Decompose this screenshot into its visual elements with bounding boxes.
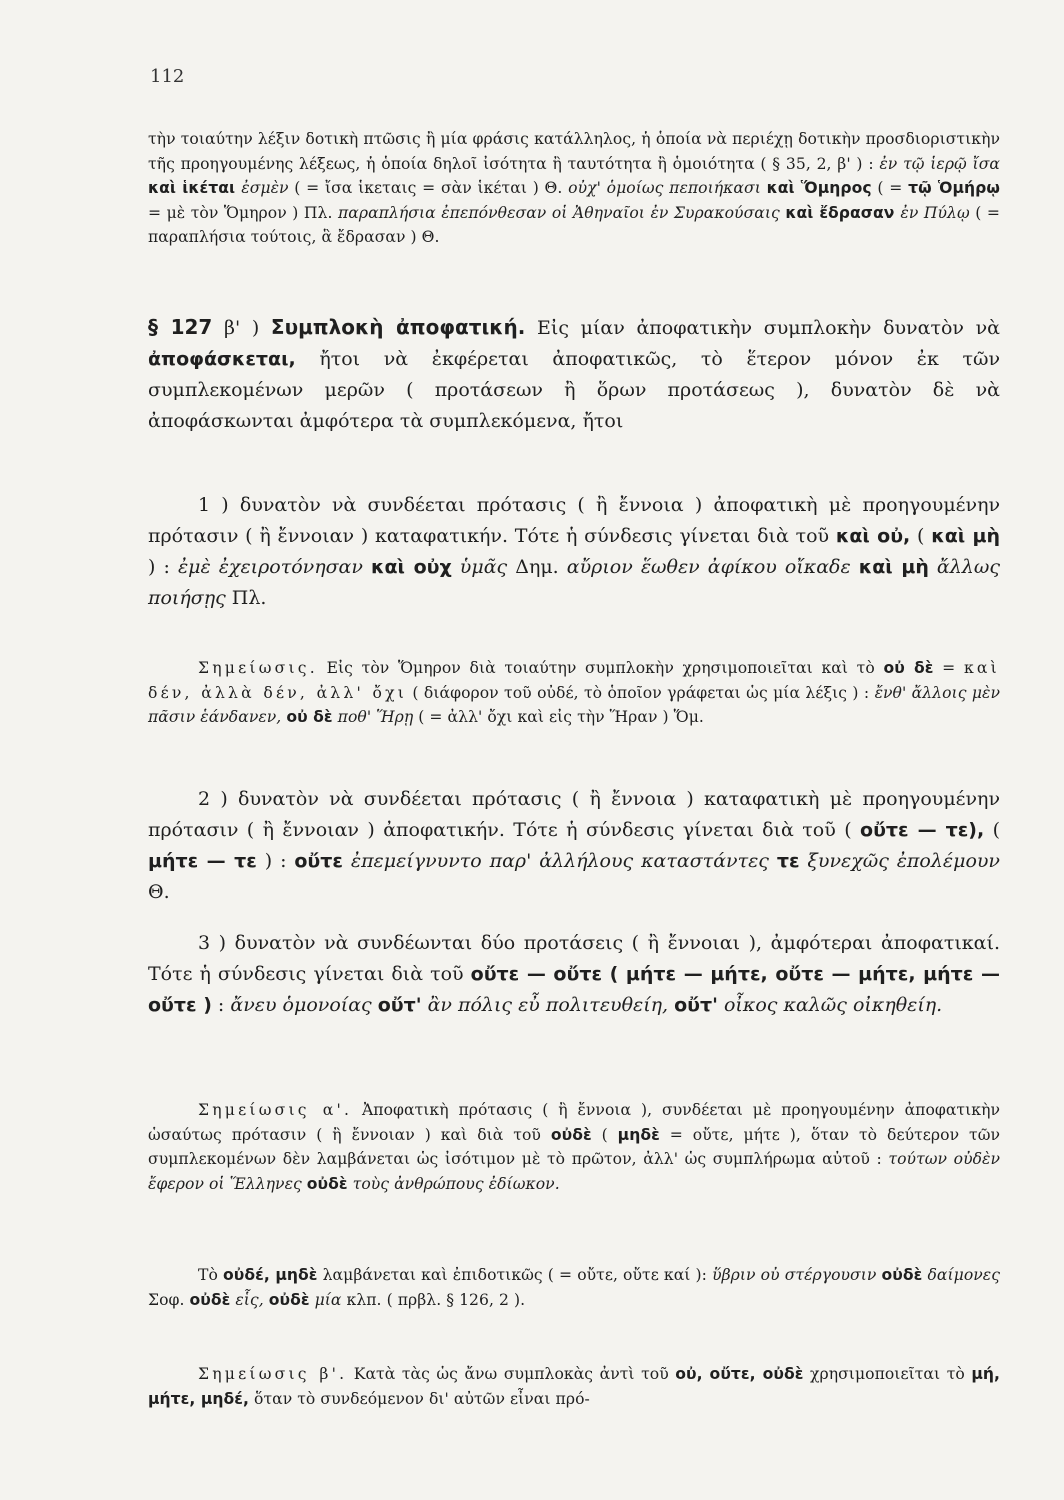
text-run: κλπ. ( πρβλ. § 126, 2 ). (341, 1290, 526, 1309)
text-run: Κατὰ τὰς ὡς ἄνω συμπλοκὰς ἀντὶ τοῦ (347, 1365, 676, 1383)
item-3-paragraph (148, 928, 1000, 1021)
example-run: τούτων οὐδὲν ἔφερον οἱ Ἕλληνες (148, 1150, 1000, 1193)
text-run: Εἰς μίαν ἀποφατικὴν συμπλοκὴν δυνατὸν νὰ (525, 317, 1000, 339)
text-run: Ἀποφατικὴ πρότασις ( ἢ ἔννοια ), συνδέεται μὲ προηγουμένην ἀποφατικὴν ὡσαύτως πρότασιν ( ἢ ἔννοιαν ) καὶ διὰ τοῦ (148, 1101, 1000, 1144)
text-run: ) : (148, 556, 178, 578)
bold-term: καὶ οὐ, (835, 525, 911, 547)
example-run: ἔνθ' ἄλλοις μὲν πᾶσιν ἑάνδανεν, (148, 683, 1000, 726)
note-label: Σημείωσις β'. (198, 1365, 348, 1383)
item-1-paragraph (148, 490, 1000, 614)
bold-term: οὐ δὲ (286, 708, 333, 726)
bold-term: καὶ ἔδρασαν (785, 203, 901, 222)
section-sub: β' ) (212, 317, 271, 339)
item-2-paragraph (148, 784, 1000, 908)
page-number: 112 (150, 66, 185, 87)
text-run: 2 ) δυνατὸν νὰ συνδέεται πρότασις ( ἢ ἔννοια ) καταφατικὴ μὲ προηγουμένην πρότασιν ( ἢ ἔννοιαν ) ἀποφατικήν. Τότε ἡ σύνδεσις γίνεται διὰ τοῦ ( (148, 788, 1000, 841)
bold-term: οὐδὲ (268, 1290, 310, 1309)
bold-term: καὶ μὴ (858, 556, 929, 578)
text-run: ( = ἀλλ' ὄχι καὶ εἰς τὴν Ἥραν ) Ὅμ. (413, 708, 704, 726)
bold-term: οὔτ' (377, 994, 422, 1016)
example-run: ἂν πόλις εὖ πολιτευθείη, (421, 994, 675, 1016)
text-run: ( = (871, 179, 909, 197)
text-run: 3 ) δυνατὸν νὰ συνδέωνται δύο προτάσεις ( ἢ ἔννοιαι ), ἀμφότεραι ἀποφατικαί. Τότε ἡ σύνδεσις γίνεται διὰ τοῦ (148, 932, 1000, 985)
text-run: ( διάφορον τοῦ οὐδέ, τὸ ὁποῖον γράφεται ὡς μία λέξις ) : (407, 683, 875, 702)
example-run: ἄλλως ποιήσῃς (148, 556, 1000, 609)
bold-term: οὐ δὲ (883, 659, 934, 677)
bold-term: καὶ μὴ (931, 525, 1001, 547)
bold-term: καὶ Ὅμηρος (766, 179, 872, 197)
note-a-paragraph (148, 1098, 1000, 1196)
example-run: δαίμονες (922, 1266, 1000, 1284)
example-run: ἐπεμείγνυντο παρ' ἀλλήλους καταστάντες (342, 850, 777, 872)
text-run: Πλ. (225, 587, 267, 609)
text-run: ) : (256, 850, 295, 872)
text-run: = (933, 659, 964, 677)
text-run: ( (984, 819, 1001, 841)
text-run: τὴν τοιαύτην λέξιν δοτικὴ πτῶσις ἢ μία φράσις κατάλληλος, ἡ ὁποία νὰ περιέχῃ δοτικὴν προσδιοριστικὴν τῆς προηγουμένης λέξεως, ἡ ὁποία δηλοῖ ἰσότητα ἢ ταυτότητα ἢ ὁμοιότητα ( § 35, 2, β' ) : (148, 130, 1000, 173)
text-run: = οὔτε, μήτε ), ὅταν τὸ δεύτερον τῶν συμπλεκομένων δὲν λαμβάνεται ὡς ἰσότιμον μὲ τὸ πρῶτον, ἀλλ' ὡς συμπλήρωμα αὐτοῦ : (148, 1125, 1000, 1168)
bold-term: οὐδὲ (306, 1174, 348, 1193)
bold-term: οὐδὲ (881, 1266, 923, 1284)
bold-term: ἀποφάσκεται, (148, 348, 296, 370)
bold-term: μή, μήτε, μηδέ, (148, 1365, 1000, 1408)
bold-term: οὔτε — τε), (860, 819, 985, 841)
example-run: ποθ' Ἥρῃ (332, 708, 414, 726)
example-run: ἐμὲ ἐχειροτόνησαν (177, 556, 371, 578)
bold-term: οὔτ' (674, 994, 718, 1016)
paragraph-dative-examples (148, 127, 1000, 250)
bold-term: οὐδὲ (189, 1290, 231, 1309)
bold-term: μήτε — τε (148, 850, 257, 872)
example-run: ὑμᾶς (451, 556, 508, 578)
epidotic-paragraph (148, 1263, 1000, 1312)
example-run: ξυνεχῶς ἐπολέμουν (799, 850, 1000, 872)
text-run: ἤτοι νὰ ἐκφέρεται ἀποφατικῶς, τὸ ἕτερον μόνον ἐκ τῶν συμπλεκομένων μερῶν ( προτάσεων ἢ ὅρων προτάσεως ), δυνατὸν δὲ νὰ ἀποφάσκωνται ἀμφότερα τὰ συμπλεκόμενα, ἤτοι (148, 348, 1000, 432)
example-run: εἷς, (230, 1290, 269, 1309)
bold-term: οὔτε — οὔτε ( μήτε — μήτε, οὔτε — μήτε, μήτε — οὔτε ) (148, 963, 1000, 1016)
example-run: ἐν Πύλῳ (900, 203, 970, 222)
bold-term: τῷ Ὁμήρῳ (908, 179, 1000, 197)
text-run: ( (591, 1125, 618, 1144)
example-run: αὔριον ἕωθεν ἀφίκου οἴκαδε (566, 556, 859, 578)
text-run: Δημ. (507, 556, 567, 578)
example-run: ἄνευ ὁμονοίας (230, 994, 378, 1016)
bold-term: οὐ, οὔτε, οὐδὲ (675, 1365, 804, 1383)
note-paragraph (148, 656, 1000, 730)
text-run: Εἰς τὸν Ὅμηρον διὰ τοιαύτην συμπλοκὴν χρησιμοποιεῖται καὶ τὸ (317, 659, 884, 677)
example-run: τοὺς ἀνθρώπους ἐδίωκον. (347, 1174, 560, 1193)
bold-term: καὶ οὐχ (371, 556, 452, 578)
example-run: ὕβριν οὐ στέργουσιν (712, 1266, 882, 1284)
bold-term: τε (776, 850, 800, 872)
note-label: Σημείωσις α'. (198, 1101, 353, 1119)
example-run: οὐχ' ὁμοίως πεποιήκασι (568, 179, 767, 197)
bold-term: καὶ ἱκέται (148, 179, 242, 197)
example-run: ἐσμὲν (241, 179, 289, 197)
note-b-paragraph (148, 1362, 1000, 1411)
note-label: Σημείωσις. (198, 659, 318, 677)
example-run: μία (309, 1290, 342, 1309)
text-run: = μὲ τὸν Ὅμηρον ) Πλ. (148, 203, 338, 222)
text-run: ὅταν τὸ συνδεόμενον δι' αὐτῶν εἶναι πρό- (249, 1389, 590, 1408)
bold-term: μηδὲ (617, 1125, 660, 1144)
text-run: Θ. (148, 881, 170, 903)
spaced-run: καὶ δέν, ἀλλὰ δέν, ἀλλ' ὄχι (148, 659, 1000, 702)
section-number: § 127 (148, 315, 213, 339)
example-run: ἐν τῷ ἱερῷ ἴσα (879, 154, 1000, 173)
text-run: ( = ἴσα ἱκεταις = σὰν ἱκέται ) Θ. (288, 179, 569, 197)
example-run: παραπλήσια ἐπεπόνθεσαν οἱ Ἀθηναῖοι ἐν Συρακούσαις (338, 203, 786, 222)
bold-term: οὐδὲ (550, 1125, 592, 1144)
text-run: Σοφ. (148, 1290, 190, 1309)
text-run: ( = παραπλήσια τούτοις, ἃ ἔδρασαν ) Θ. (148, 203, 1001, 246)
text-run: 1 ) δυνατὸν νὰ συνδέεται πρότασις ( ἢ ἔννοια ) ἀποφατικὴ μὲ προηγουμένην πρότασιν ( ἢ ἔννοιαν ) καταφατικήν. Τότε ἡ σύνδεσις γίνεται διὰ τοῦ (148, 494, 1000, 547)
text-run: ( (910, 525, 932, 547)
text-run: λαμβάνεται καὶ ἐπιδοτικῶς ( = οὔτε, οὔτε καί ): (317, 1266, 713, 1284)
section-title: Συμπλοκὴ ἀποφατική. (270, 315, 526, 339)
text-run: χρησιμοποιεῖται τὸ (803, 1365, 972, 1383)
section-127-paragraph (148, 312, 1000, 437)
example-run: οἶκος καλῶς οἰκηθείη. (717, 994, 943, 1016)
text-run: Τὸ (198, 1266, 223, 1284)
bold-term: οὐδέ, μηδὲ (222, 1266, 318, 1284)
text-run: : (211, 994, 231, 1016)
bold-term: οὔτε (294, 850, 343, 872)
